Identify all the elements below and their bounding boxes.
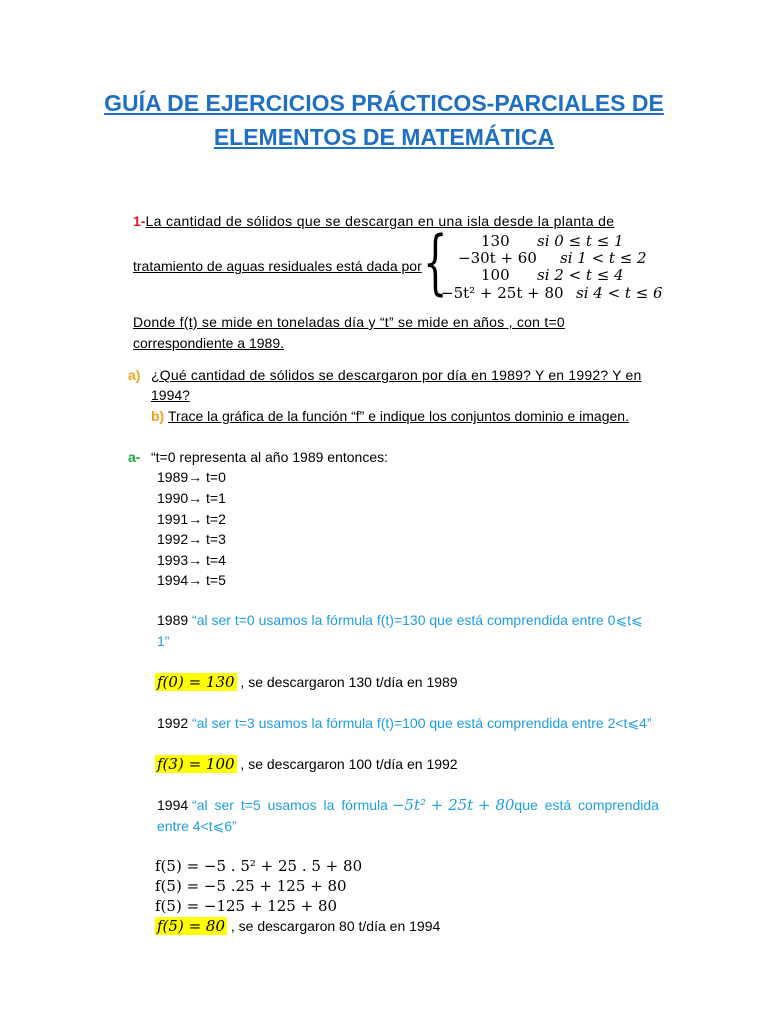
problem-intro-text: La cantidad de sólidos que se descargan en una isla desde la planta de — [145, 213, 615, 229]
donde-line-1: Donde f(t) se mide en toneladas día y “t” se mide en años , con t=0 — [133, 314, 565, 330]
note-1994-line-2: entre 4<t⩽6” — [157, 818, 237, 834]
question-a-line-2: 1994? — [151, 387, 190, 403]
note-1994-year: 1994 — [157, 797, 189, 813]
note-1989-year: 1989 — [157, 612, 189, 628]
piece-expr-2: −30t + 60 — [458, 249, 537, 267]
note-1989-text: “al ser t=0 usamos la fórmula f(t)=130 que está comprendida entre 0⩽t⩽ — [192, 612, 643, 628]
f5-result-text: , se descargaron 80 t/día en 1994 — [227, 918, 441, 934]
title-line-1: GUÍA DE EJERCICIOS PRÁCTICOS-PARCIALES DE — [104, 90, 664, 116]
year-row-1991: 1991→ t=2 — [157, 511, 226, 527]
note-1992-year: 1992 — [157, 715, 189, 731]
year-row-1994: 1994→ t=5 — [157, 572, 226, 588]
question-a-line-1: ¿Qué cantidad de sólidos se descargaron por día en 1989? Y en 1992? Y en — [151, 367, 642, 383]
year-row-1989: 1989→ t=0 — [157, 469, 226, 485]
f3-highlight: f(3) = 100 — [157, 755, 235, 773]
result-1989 — [155, 673, 458, 691]
f3-result-text: , se descargaron 100 t/día en 1992 — [236, 756, 458, 772]
piece-cond-3: si 2 < t ≤ 4 — [537, 266, 624, 284]
result-1992 — [155, 755, 458, 773]
piece-cond-4: si 4 < t ≤ 6 — [576, 284, 663, 302]
piece-cond-2: si 1 < t ≤ 2 — [560, 249, 647, 267]
result-1994 — [155, 917, 440, 935]
note-1989-line-1 — [157, 612, 643, 629]
calc-line-2: f(5) = −5 .25 + 125 + 80 — [155, 877, 347, 895]
note-1994-text-a: “al ser t=5 usamos la fórmula — [192, 797, 388, 813]
piece-cond-1: si 0 ≤ t ≤ 1 — [537, 232, 624, 250]
note-1989-line-2: 1” — [157, 633, 170, 649]
problem-number: 1- — [133, 213, 146, 229]
piece-expr-1: 130 — [481, 232, 510, 250]
donde-line-2: correspondiente a 1989. — [133, 335, 284, 351]
note-1994-formula: −5t² + 25t + 80 — [391, 796, 515, 814]
question-b-text: Trace la gráfica de la función “f” e indique los conjuntos dominio e imagen. — [168, 408, 629, 424]
piecewise-brace: { — [423, 221, 448, 303]
answer-label: a- — [128, 449, 141, 465]
year-row-1992: 1992→ t=3 — [157, 531, 226, 547]
title-line-2: ELEMENTOS DE MATEMÁTICA — [213, 124, 555, 150]
question-b-label: b) — [151, 408, 165, 424]
note-1994-text-b: que está comprendida — [514, 797, 659, 813]
note-1992-text: “al ser t=3 usamos la fórmula f(t)=100 que está comprendida entre 2<t⩽4” — [192, 715, 652, 731]
year-row-1993: 1993→ t=4 — [157, 552, 226, 568]
piece-expr-4: −5t² + 25t + 80 — [441, 284, 564, 302]
answer-intro: “t=0 representa al año 1989 entonces: — [151, 449, 389, 465]
note-1994-line-1 — [157, 796, 658, 814]
question-a-label: a) — [128, 367, 141, 383]
note-1992-line — [157, 715, 652, 732]
calc-line-1: f(5) = −5 . 5² + 25 . 5 + 80 — [155, 857, 363, 875]
piece-expr-3: 100 — [481, 266, 510, 284]
calc-line-3: f(5) = −125 + 125 + 80 — [155, 897, 338, 915]
problem-intro-line-2: tratamiento de aguas residuales está dada por — [133, 258, 422, 274]
f5-highlight: f(5) = 80 — [157, 917, 225, 935]
f0-highlight: f(0) = 130 — [157, 673, 235, 691]
f0-result-text: , se descargaron 130 t/día en 1989 — [236, 674, 458, 690]
year-row-1990: 1990→ t=1 — [157, 490, 226, 506]
problem-intro-line-1 — [133, 213, 658, 229]
